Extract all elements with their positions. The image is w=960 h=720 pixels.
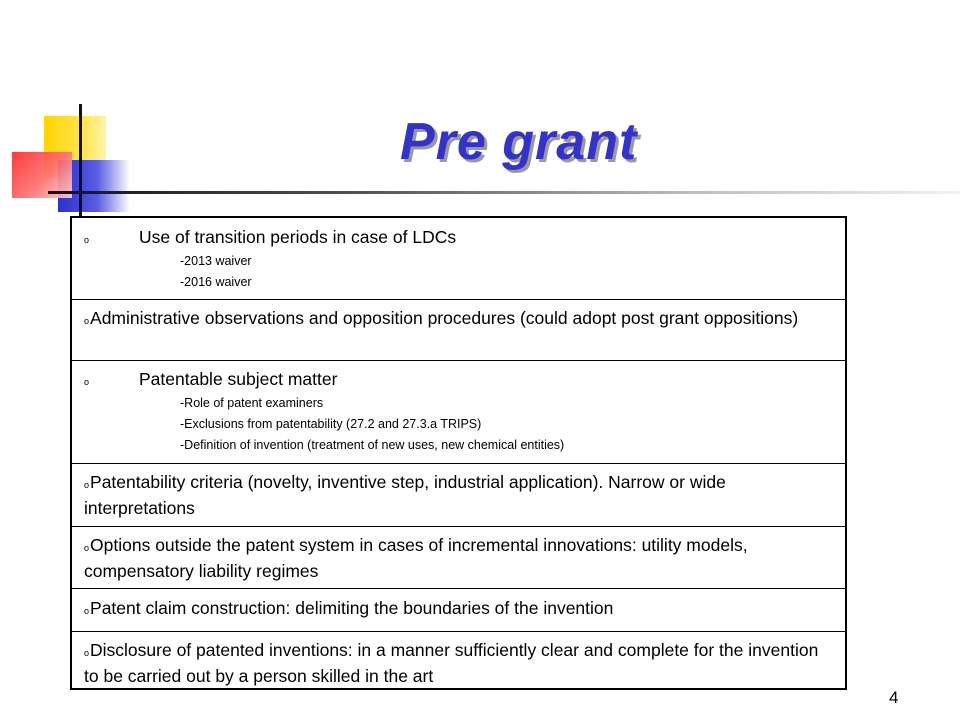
row-sub-item: -Exclusions from patentability (27.2 and 27.3.a TRIPS) (180, 417, 482, 431)
row-heading: Use of transition periods in case of LDCs (139, 227, 457, 247)
row-text: Administrative observations and opposition procedures (could adopt post grant oppositions) (90, 308, 799, 328)
bullet-icon: o (84, 235, 90, 245)
row-text: Patent claim construction: delimiting the boundaries of the invention (90, 598, 614, 618)
row-text: Disclosure of patented inventions: in a manner sufficiently clear and complete for the invention to be carried out by a person skilled in the art (84, 640, 819, 686)
logo-vertical-line (79, 104, 82, 216)
slide-title: Pre grant (400, 113, 638, 171)
bullet-icon: o (84, 648, 90, 658)
page-number: 4 (889, 688, 899, 707)
bullet-icon: o (84, 316, 90, 326)
content-table (70, 216, 847, 690)
bullet-icon: o (84, 606, 90, 616)
row-heading: Patentable subject matter (139, 369, 338, 389)
table-row (72, 300, 845, 361)
row-sub-item: -2013 waiver (180, 254, 252, 268)
table-row (72, 218, 845, 300)
table-row (72, 632, 845, 688)
bullet-icon: o (84, 377, 90, 387)
bullet-icon: o (84, 543, 90, 553)
table-row (72, 361, 845, 464)
bullet-icon: o (84, 480, 90, 490)
table-row (72, 464, 845, 527)
table-row (72, 589, 845, 632)
row-sub-item: -Definition of invention (treatment of new uses, new chemical entities) (180, 438, 565, 452)
row-sub-item: -2016 waiver (180, 275, 252, 289)
row-sub-item: -Role of patent examiners (180, 396, 324, 410)
title-underline (48, 191, 960, 194)
row-text: Patentability criteria (novelty, inventive step, industrial application). Narrow or wide interpretations (84, 472, 726, 518)
table-row (72, 527, 845, 589)
row-text: Options outside the patent system in cases of incremental innovations: utility models, compensatory liability regimes (84, 535, 748, 581)
